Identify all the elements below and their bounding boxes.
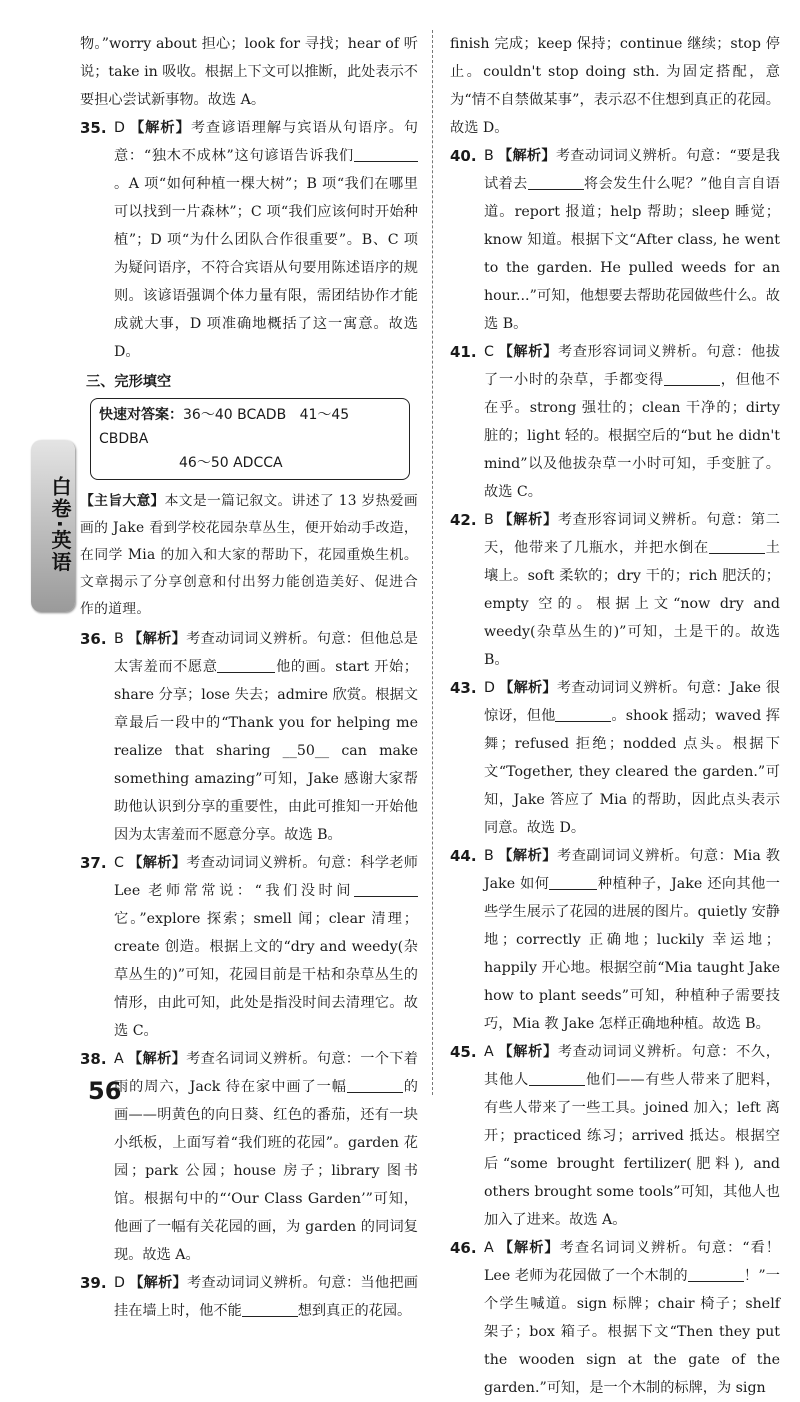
answer-46 bbox=[450, 1234, 780, 1402]
analysis-text-cont: 他们——有些人带来了肥料，有些人带来了一些工具。joined 加入；left 离开；practiced 练习；arrived 抵达。根据空后“some brought fertilizer(肥料), and others brought some tools”可知，其他人也加入了进来。故选 A。 bbox=[484, 1072, 780, 1228]
blank-line bbox=[217, 656, 275, 673]
answers-36-40: BCADB bbox=[237, 407, 287, 423]
blank-line bbox=[354, 145, 418, 162]
blank-line bbox=[354, 880, 418, 897]
analysis-text-cont: 他的画。start 开始；share 分享；lose 失去；admire 欣赏。根据文章最后一段中的“Thank you for helping me realize that sharing __50__ can make something amazing”可知，Jake 感谢大家帮助他认识到分享的重要性，由此可推知一开始他因为太害羞而不愿意分享。故选 B。 bbox=[114, 659, 418, 843]
analysis-tag: 【解析】 bbox=[497, 512, 558, 528]
analysis-tag: 【解析】 bbox=[497, 848, 557, 864]
right-column bbox=[450, 30, 780, 1402]
main-idea-text: 本文是一篇记叙文。讲述了 13 岁热爱画画的 Jake 看到学校花园杂草丛生，便开始动手改造，在同学 Mia 的加入和大家的帮助下，花园重焕生机。文章揭示了分享创意和付出努力能创造美好、促进合作的道理。 bbox=[80, 493, 418, 617]
answer-letter: B bbox=[114, 631, 124, 647]
analysis-tag: 【解析】 bbox=[497, 148, 556, 164]
analysis-text: 考查动词词义辨析。句意：Jake 很惊讶，但他 bbox=[484, 680, 780, 724]
analysis-text-cont: 想到真正的花园。 bbox=[297, 1303, 412, 1319]
analysis-tag: 【解析】 bbox=[128, 1275, 188, 1291]
question-number: 41. bbox=[450, 343, 477, 361]
analysis-text-cont: 。shook 摇动；waved 挥舞；refused 拒绝；nodded 点头。根据下文“Together, they cleared the garden.”可知，Jake 答应了 Mia 的帮助，因此点头表示同意。故选 D。 bbox=[484, 708, 780, 836]
answer-45 bbox=[450, 1038, 780, 1234]
analysis-text: 考查动词词义辨析。句意：科学老师 Lee 老师常常说：“我们没时间 bbox=[114, 855, 418, 899]
question-number: 44. bbox=[450, 847, 477, 865]
analysis-text: 考查动词词义辨析。句意：当他把画挂在墙上时，他不能 bbox=[114, 1275, 418, 1319]
question-number: 43. bbox=[450, 679, 477, 697]
question-number: 36. bbox=[80, 630, 107, 648]
side-tab-label: 白卷·英语 bbox=[48, 476, 72, 574]
question-number: 42. bbox=[450, 511, 477, 529]
analysis-text: 考查形容词词义辨析。句意：他拔了一小时的杂草，手都变得 bbox=[484, 344, 780, 388]
answers-46-50: ADCCA bbox=[233, 455, 283, 471]
blank-line bbox=[688, 1265, 744, 1282]
answer-35 bbox=[80, 114, 418, 366]
analysis-text: 考查动词词义辨析。句意：但他总是太害羞而不愿意 bbox=[114, 631, 418, 675]
answer-letter: D bbox=[484, 680, 495, 696]
answer-40 bbox=[450, 142, 780, 338]
answer-42 bbox=[450, 506, 780, 674]
answer-38 bbox=[80, 1045, 418, 1269]
analysis-tag: 【解析】 bbox=[127, 631, 187, 647]
question-number: 38. bbox=[80, 1050, 107, 1068]
blank-line bbox=[549, 873, 597, 890]
main-idea bbox=[80, 488, 418, 623]
analysis-text-cont: ，但他不在乎。strong 强壮的；clean 干净的；dirty 脏的；light 轻的。根据空后的“but he didn't mind”以及他拔杂草一小时可知，手变脏了。故选 C。 bbox=[484, 372, 780, 500]
blank-line bbox=[242, 1300, 298, 1317]
answer-36 bbox=[80, 625, 418, 849]
answer-letter: B bbox=[484, 512, 494, 528]
analysis-tag: 【解析】 bbox=[497, 1240, 560, 1256]
answer-37 bbox=[80, 849, 418, 1045]
question-number: 35. bbox=[80, 119, 107, 137]
question-number: 37. bbox=[80, 854, 107, 872]
answer-letter: B bbox=[484, 148, 494, 164]
analysis-text: 考查动词词义辨析。句意：不久，其他人 bbox=[484, 1044, 780, 1088]
range-36-40: 36～40 bbox=[183, 407, 233, 423]
analysis-text-cont: 的画——明黄色的向日葵、红色的番茄，还有一块小纸板，上面写着“我们班的花园”。garden 花园；park 公园；house 房子；library 图书馆。根据句中的“‘Our Class Garden’”可知，他画了一幅有关花园的画，为 garden 的同词复现。故选 A。 bbox=[114, 1079, 418, 1263]
answer-letter: A bbox=[114, 1051, 124, 1067]
analysis-text: 考查副词词义辨析。句意：Mia 教 Jake 如何 bbox=[484, 848, 780, 892]
intro-paragraph: 物。”worry about 担心；look for 寻找；hear of 听说；take in 吸收。根据上下文可以推断，此处表示不要担心尝试新事物。故选 A。 bbox=[80, 36, 418, 108]
analysis-tag: 【解析】 bbox=[127, 855, 187, 871]
answer-44 bbox=[450, 842, 780, 1038]
answer-letter: D bbox=[114, 120, 125, 136]
analysis-tag: 【解析】 bbox=[127, 1051, 187, 1067]
answers-41-45: CBDBA bbox=[99, 431, 149, 447]
analysis-text-cont: 它。”explore 探索；smell 闻；clear 清理；create 创造。根据上文的“dry and weedy(杂草丛生的)”可知，花园目前是干枯和杂草丛生的情形，由此可知，此处是指没时间去清理它。故选 C。 bbox=[114, 911, 418, 1039]
question-number: 45. bbox=[450, 1043, 477, 1061]
section-title: 三、完形填空 bbox=[86, 374, 172, 390]
analysis-tag: 【解析】 bbox=[497, 344, 558, 360]
answer-43 bbox=[450, 674, 780, 842]
answer-letter: C bbox=[484, 344, 494, 360]
analysis-text-cont: 土壤上。soft 柔软的；dry 干的；rich 肥沃的；empty 空的。根据上文“now dry and weedy(杂草丛生的)”可知，土是干的。故选 B。 bbox=[484, 540, 780, 668]
answer-letter: B bbox=[484, 848, 494, 864]
blank-line bbox=[528, 173, 584, 190]
blank-line bbox=[555, 705, 611, 722]
analysis-tag: 【解析】 bbox=[128, 120, 191, 136]
main-idea-tag: 【主旨大意】 bbox=[80, 493, 165, 509]
analysis-text: 考查名词词义辨析。句意：一个下着雨的周六，Jack 待在家中画了一幅 bbox=[114, 1051, 418, 1095]
answer-39 bbox=[80, 1269, 418, 1325]
range-41-45: 41～45 bbox=[299, 407, 350, 423]
analysis-text: 考查动词词义辨析。句意：“要是我试着去 bbox=[484, 148, 780, 192]
quick-answer-label: 快速对答案： bbox=[99, 407, 183, 423]
answer-41 bbox=[450, 338, 780, 506]
analysis-text: 考查谚语理解与宾语从句语序。句意：“独木不成林”这句谚语告诉我们 bbox=[114, 120, 418, 164]
analysis-text: 考查名词词义辨析。句意：“看！Lee 老师为花园做了一个木制的 bbox=[484, 1240, 780, 1284]
analysis-text-cont: 将会发生什么呢？”他自言自语道。report 报道；help 帮助；sleep 睡觉；know 知道。根据下文“After class, he went to the garden. He pulled weeds for an hour...”可知，他想要去帮助花园做些什么。故选 B。 bbox=[484, 176, 780, 332]
blank-line bbox=[709, 537, 765, 554]
answer-letter: A bbox=[484, 1240, 494, 1256]
quick-answer-box bbox=[90, 398, 410, 480]
range-46-50: 46～50 bbox=[179, 455, 229, 471]
analysis-text-cont: 。A 项“如何种植一棵大树”；B 项“我们在哪里可以找到一片森林”；C 项“我们应该何时开始种植”；D 项“为什么团队合作很重要”。B、C 项为疑问语序，不符合宾语从句要用陈述语序的规则。该谚语强调个体力量有限，需团结协作才能成就大事，D 项准确地概括了这一寓意。故选 D。 bbox=[114, 176, 418, 360]
analysis-text: 考查形容词词义辨析。句意：第二天，他带来了几瓶水，并把水倒在 bbox=[484, 512, 780, 556]
question-number: 46. bbox=[450, 1239, 477, 1257]
analysis-tag: 【解析】 bbox=[498, 680, 557, 696]
analysis-text-cont: ！”一个学生喊道。sign 标牌；chair 椅子；shelf 架子；box 箱子。根据下文“Then they put the wooden sign at the gate of the garden.”可知，是一个木制的标牌，为 sign bbox=[484, 1268, 780, 1396]
question-number: 40. bbox=[450, 147, 477, 165]
answer-letter: D bbox=[114, 1275, 125, 1291]
question-number: 39. bbox=[80, 1274, 107, 1292]
blank-line bbox=[529, 1069, 585, 1086]
q39-continuation: finish 完成；keep 保持；continue 继续；stop 停止。couldn't stop doing sth. 为固定搭配，意为“情不自禁做某事”，表示忍不住想到真正的花园。故选 D。 bbox=[450, 36, 780, 136]
blank-line bbox=[347, 1076, 403, 1093]
blank-line bbox=[664, 369, 720, 386]
page-number: 56 bbox=[88, 1077, 122, 1105]
answer-letter: A bbox=[484, 1044, 494, 1060]
side-tab bbox=[31, 440, 75, 612]
column-divider bbox=[432, 30, 433, 1095]
answer-letter: C bbox=[114, 855, 124, 871]
analysis-text-cont: 种植种子，Jake 还向其他一些学生展示了花园的进展的图片。quietly 安静地；correctly 正确地；luckily 幸运地；happily 开心地。根据空前“Mia taught Jake how to plant seeds”可知，种植种子需要技巧，Mia 教 Jake 怎样正确地种植。故选 B。 bbox=[484, 876, 780, 1032]
analysis-tag: 【解析】 bbox=[497, 1044, 558, 1060]
